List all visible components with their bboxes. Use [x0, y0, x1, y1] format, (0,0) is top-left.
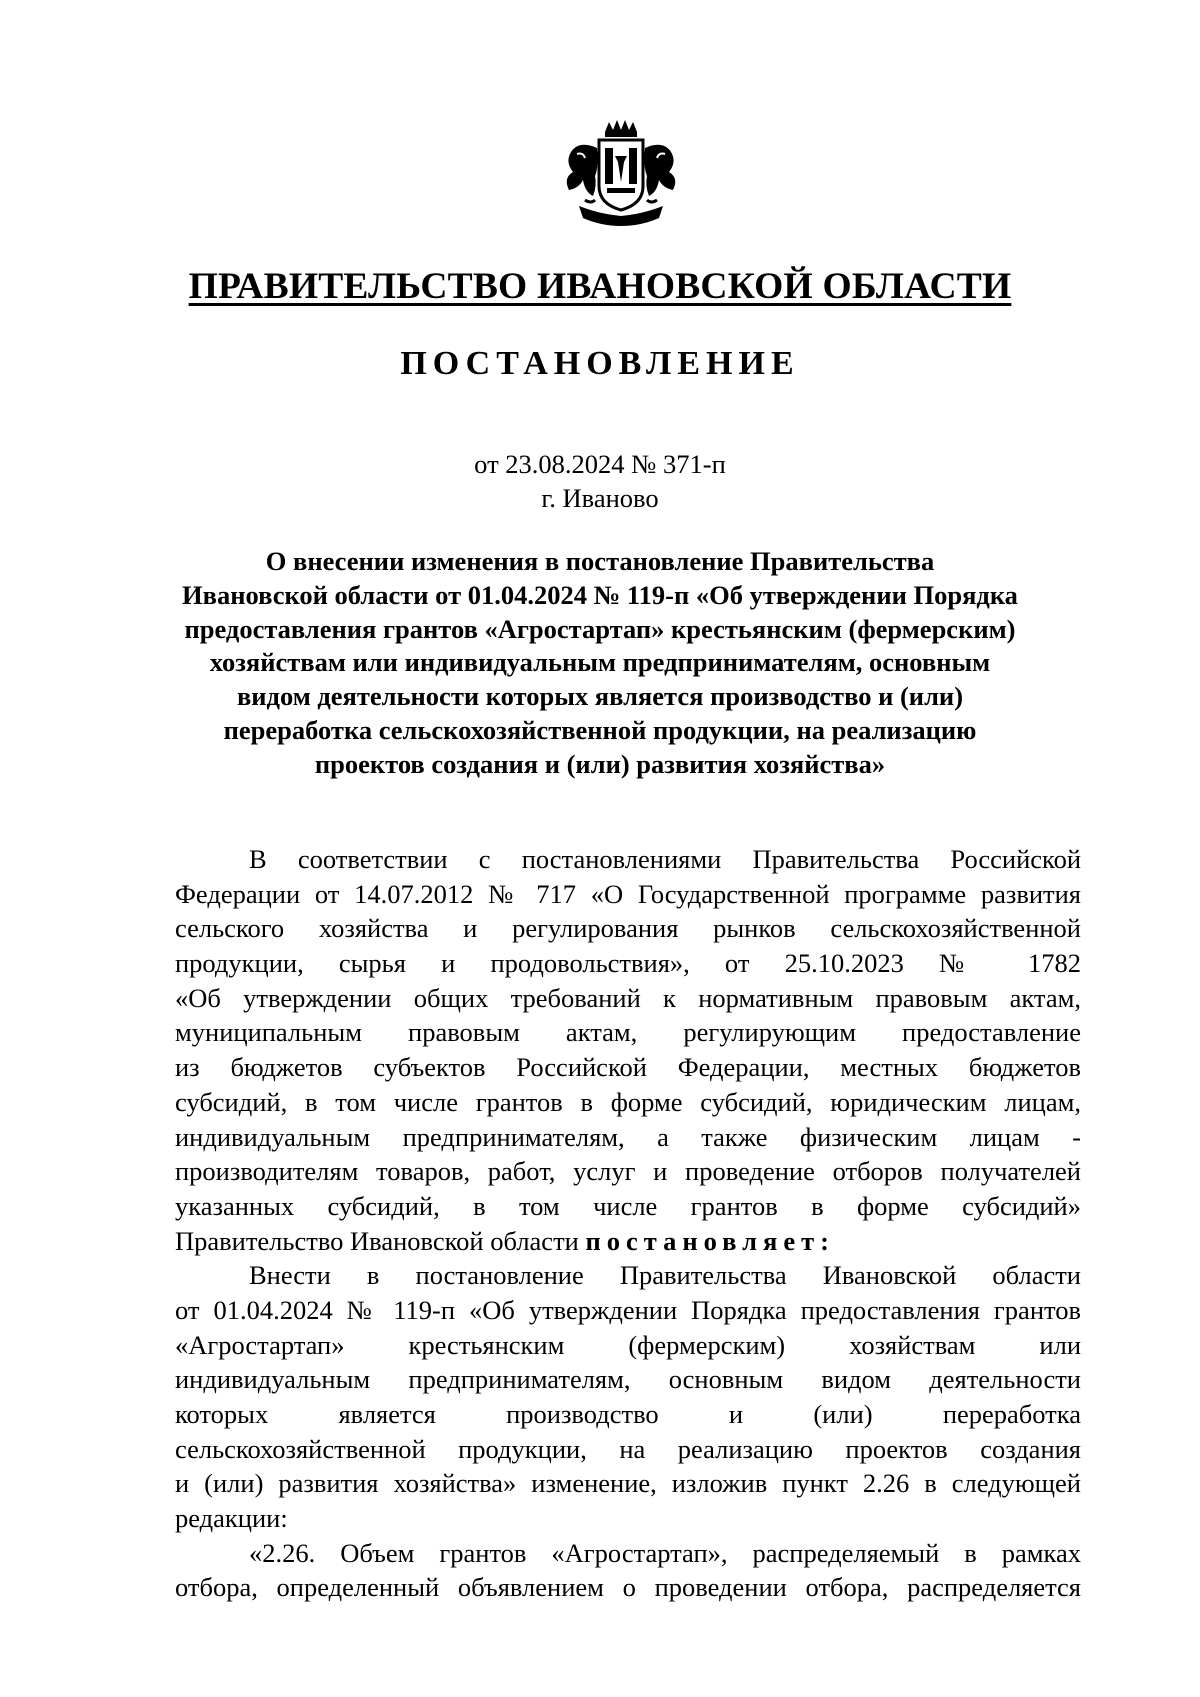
- body-line: Внести в постановление Правительства Ивановской области: [249, 1260, 1081, 1291]
- date-number: от 23.08.2024 № 371-п: [474, 449, 726, 479]
- subject-line: переработка сельскохозяйственной продукции, на реализацию: [223, 714, 977, 745]
- body-line: указанных субсидий, в том числе грантов в форме субсидий»: [175, 1190, 1081, 1221]
- body-line: «2.26. Объем грантов «Агростартап», распределяемый в рамках: [249, 1537, 1081, 1568]
- coat-of-arms-icon: [555, 118, 687, 230]
- body-line: от 01.04.2024 № 119-п «Об утверждении Порядка предоставления грантов: [175, 1294, 1081, 1325]
- resolution-intro: Правительство Ивановской области: [175, 1225, 586, 1256]
- government-title: ПРАВИТЕЛЬСТВО ИВАНОВСКОЙ ОБЛАСТИ: [188, 266, 1012, 307]
- body-line: которых является производство и (или) переработка: [175, 1399, 1081, 1429]
- body-line: отбора, определенный объявлением о проведении отбора, распределяется: [175, 1572, 1081, 1603]
- body-line: из бюджетов субъектов Российской Федерации, местных бюджетов: [175, 1052, 1081, 1083]
- body-line: [175, 1224, 1081, 1259]
- body-line: муниципальным правовым актам, регулирующим предоставление: [175, 1017, 1081, 1048]
- subject-line: О внесении изменения в постановление Правительства: [265, 546, 935, 576]
- subject-line: предоставления грантов «Агростартап» крестьянским (фермерским): [184, 613, 1016, 644]
- document-body: [175, 842, 1081, 1605]
- body-line: продукции, сырья и продовольствия», от 25.10.2023 № 1782: [175, 948, 1081, 979]
- body-line: и (или) развития хозяйства» изменение, изложив пункт 2.26 в следующей: [175, 1468, 1081, 1499]
- body-line: «Об утверждении общих требований к нормативным правовым актам,: [175, 982, 1081, 1013]
- subject-line: хозяйствам или индивидуальным предпринимателям, основным: [209, 647, 991, 678]
- document-meta: [0, 447, 1200, 515]
- body-line: индивидуальным предпринимателям, а также физическим лицам -: [175, 1121, 1081, 1152]
- city: г. Иваново: [541, 483, 659, 513]
- body-line: сельскохозяйственной продукции, на реализацию проектов создания: [175, 1433, 1081, 1464]
- body-line: субсидий, в том числе грантов в форме субсидий, юридическим лицам,: [175, 1086, 1081, 1117]
- resolves-word: постановляет:: [585, 1225, 835, 1256]
- body-line: «Агростартап» крестьянским (фермерским) хозяйствам или: [175, 1329, 1081, 1360]
- body-line: сельского хозяйства и регулирования рынков сельскохозяйственной: [175, 913, 1081, 944]
- subject-line: Ивановской области от 01.04.2024 № 119-п «Об утверждении Порядка: [182, 579, 1018, 610]
- body-line: В соответствии с постановлениями Правительства Российской: [249, 844, 1081, 874]
- subject-line: проектов создания и (или) развития хозяйства»: [314, 748, 886, 779]
- document-subject: [175, 545, 1025, 782]
- body-line: индивидуальным предпринимателям, основным видом деятельности: [175, 1364, 1081, 1395]
- document-kind: ПОСТАНОВЛЕНИЕ: [400, 345, 800, 382]
- subject-line: видом деятельности которых является производство и (или): [236, 681, 964, 712]
- body-line: Федерации от 14.07.2012 № 717 «О Государственной программе развития: [175, 878, 1081, 909]
- body-line: производителям товаров, работ, услуг и проведение отборов получателей: [175, 1156, 1081, 1187]
- body-line: редакции:: [175, 1503, 288, 1534]
